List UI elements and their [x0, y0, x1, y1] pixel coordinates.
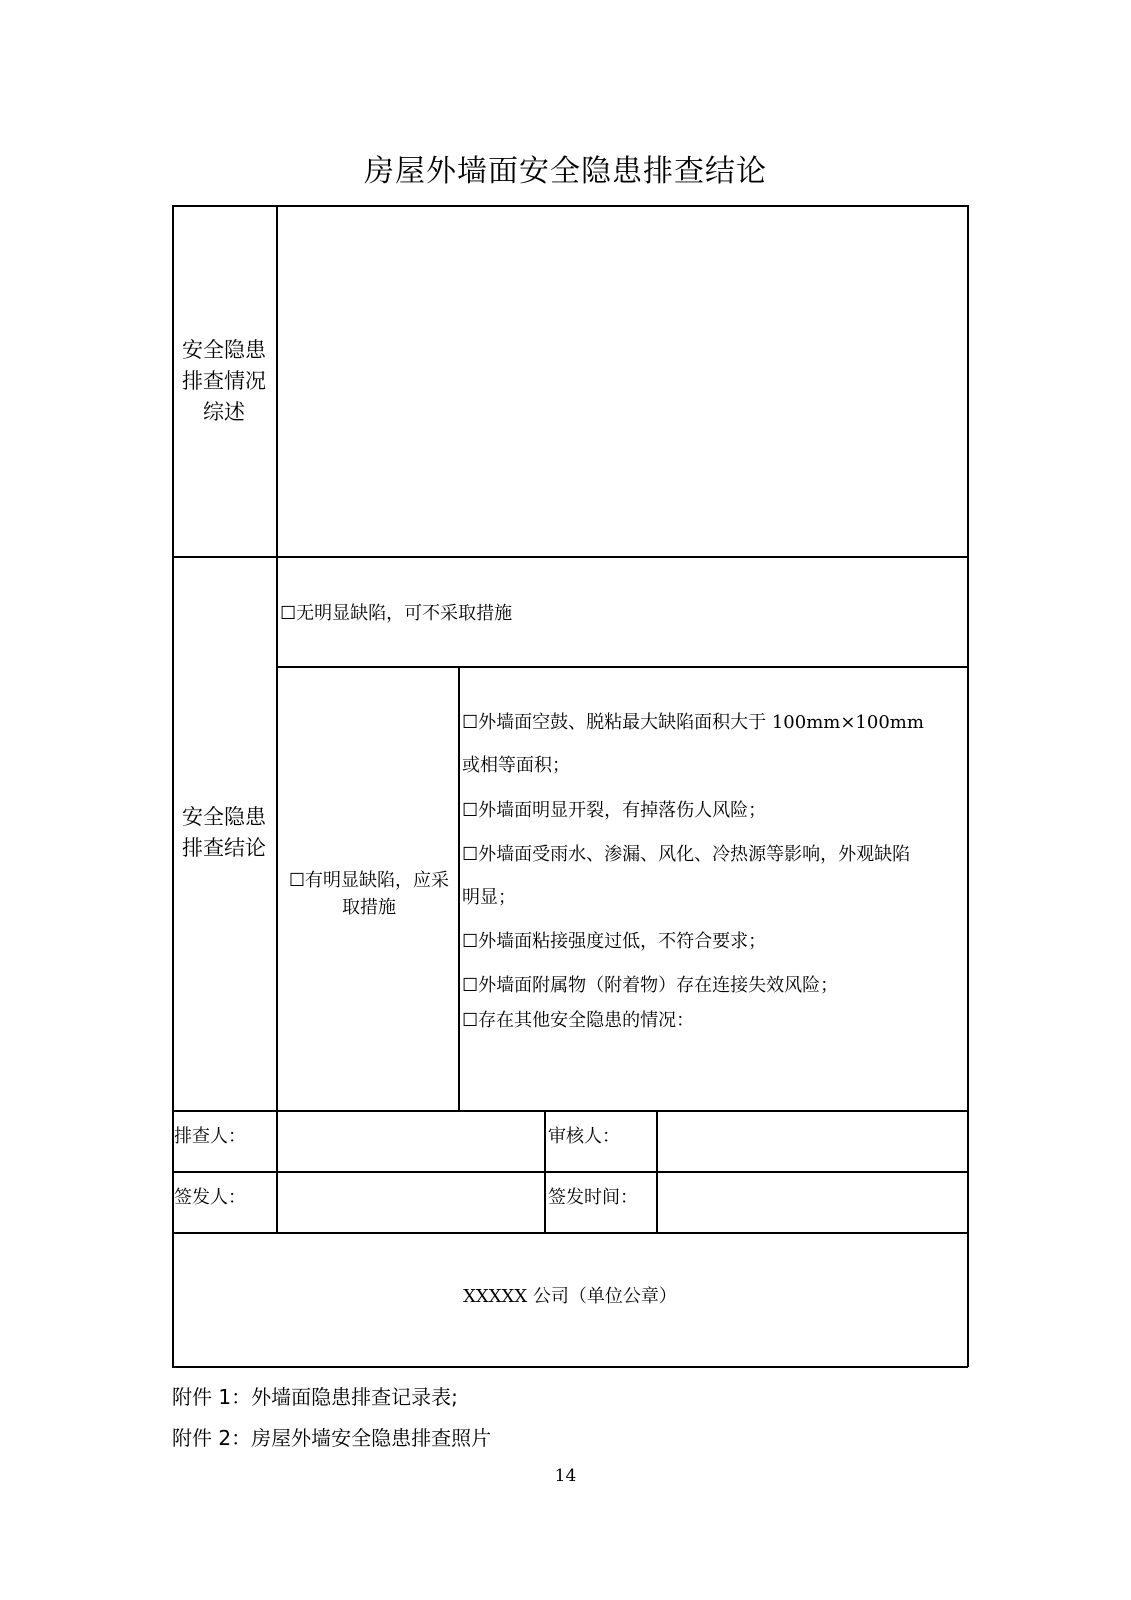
- conclusion-table: [172, 205, 968, 1367]
- defect-item-attachments[interactable]: ☐外墙面附属物（附着物）存在连接失效风险；: [462, 975, 839, 996]
- issue-time-field[interactable]: [658, 1173, 966, 1231]
- company-seal-text: XXXXX 公司（单位公章）: [463, 1286, 677, 1307]
- signature-middle-divider: [544, 1110, 546, 1232]
- page-title: 房屋外墙面安全隐患排查结论: [364, 154, 767, 189]
- overview-label: 安全隐患排查情况综述: [182, 338, 266, 424]
- defect-column-divider: [458, 666, 460, 1110]
- inspector-label: 排查人：: [174, 1126, 246, 1147]
- defect-item-weathering[interactable]: ☐外墙面受雨水、渗漏、风化、冷热源等影响，外观缺陷: [462, 844, 911, 865]
- reviewer-label: 审核人：: [548, 1126, 620, 1147]
- defect-item-bond-strength[interactable]: ☐外墙面粘接强度过低，不符合要求；: [462, 931, 767, 952]
- defect-item-cracking[interactable]: ☐外墙面明显开裂，有掉落伤人风险；: [462, 800, 767, 821]
- page-number: 14: [554, 1466, 577, 1486]
- table-border-bottom: [172, 1366, 968, 1368]
- table-border-right: [967, 205, 969, 1367]
- has-defect-checkbox-option[interactable]: [280, 867, 458, 921]
- row-divider-issuer: [172, 1232, 968, 1234]
- defect-item-weathering-cont: 明显；: [462, 887, 516, 908]
- issuer-label: 签发人：: [174, 1187, 246, 1208]
- defect-item-other[interactable]: ☐存在其他安全隐患的情况：: [462, 1010, 695, 1031]
- no-defect-checkbox-option[interactable]: ☐无明显缺陷，可不采取措施: [280, 603, 513, 624]
- issue-time-label: 签发时间：: [548, 1187, 638, 1208]
- row-divider-no-defect: [276, 666, 968, 668]
- row-divider-overview: [172, 556, 968, 558]
- has-defect-label-line2: 取措施: [342, 897, 396, 918]
- attachment-2: 附件 2：房屋外墙安全隐患排查照片: [172, 1426, 492, 1450]
- attachment-1: 附件 1：外墙面隐患排查记录表;: [172, 1385, 458, 1409]
- reviewer-field[interactable]: [658, 1112, 966, 1170]
- issuer-field[interactable]: [278, 1173, 543, 1231]
- inspector-field[interactable]: [278, 1112, 543, 1170]
- has-defect-label-line1: ☐有明显缺陷，应采: [288, 870, 450, 891]
- overview-content-area[interactable]: [278, 207, 966, 555]
- conclusion-label: 安全隐患排查结论: [182, 805, 266, 860]
- defect-item-hollowing-cont: 或相等面积；: [462, 755, 570, 776]
- defect-item-hollowing[interactable]: ☐外墙面空鼓、脱粘最大缺陷面积大于 100mm×100mm: [462, 712, 924, 733]
